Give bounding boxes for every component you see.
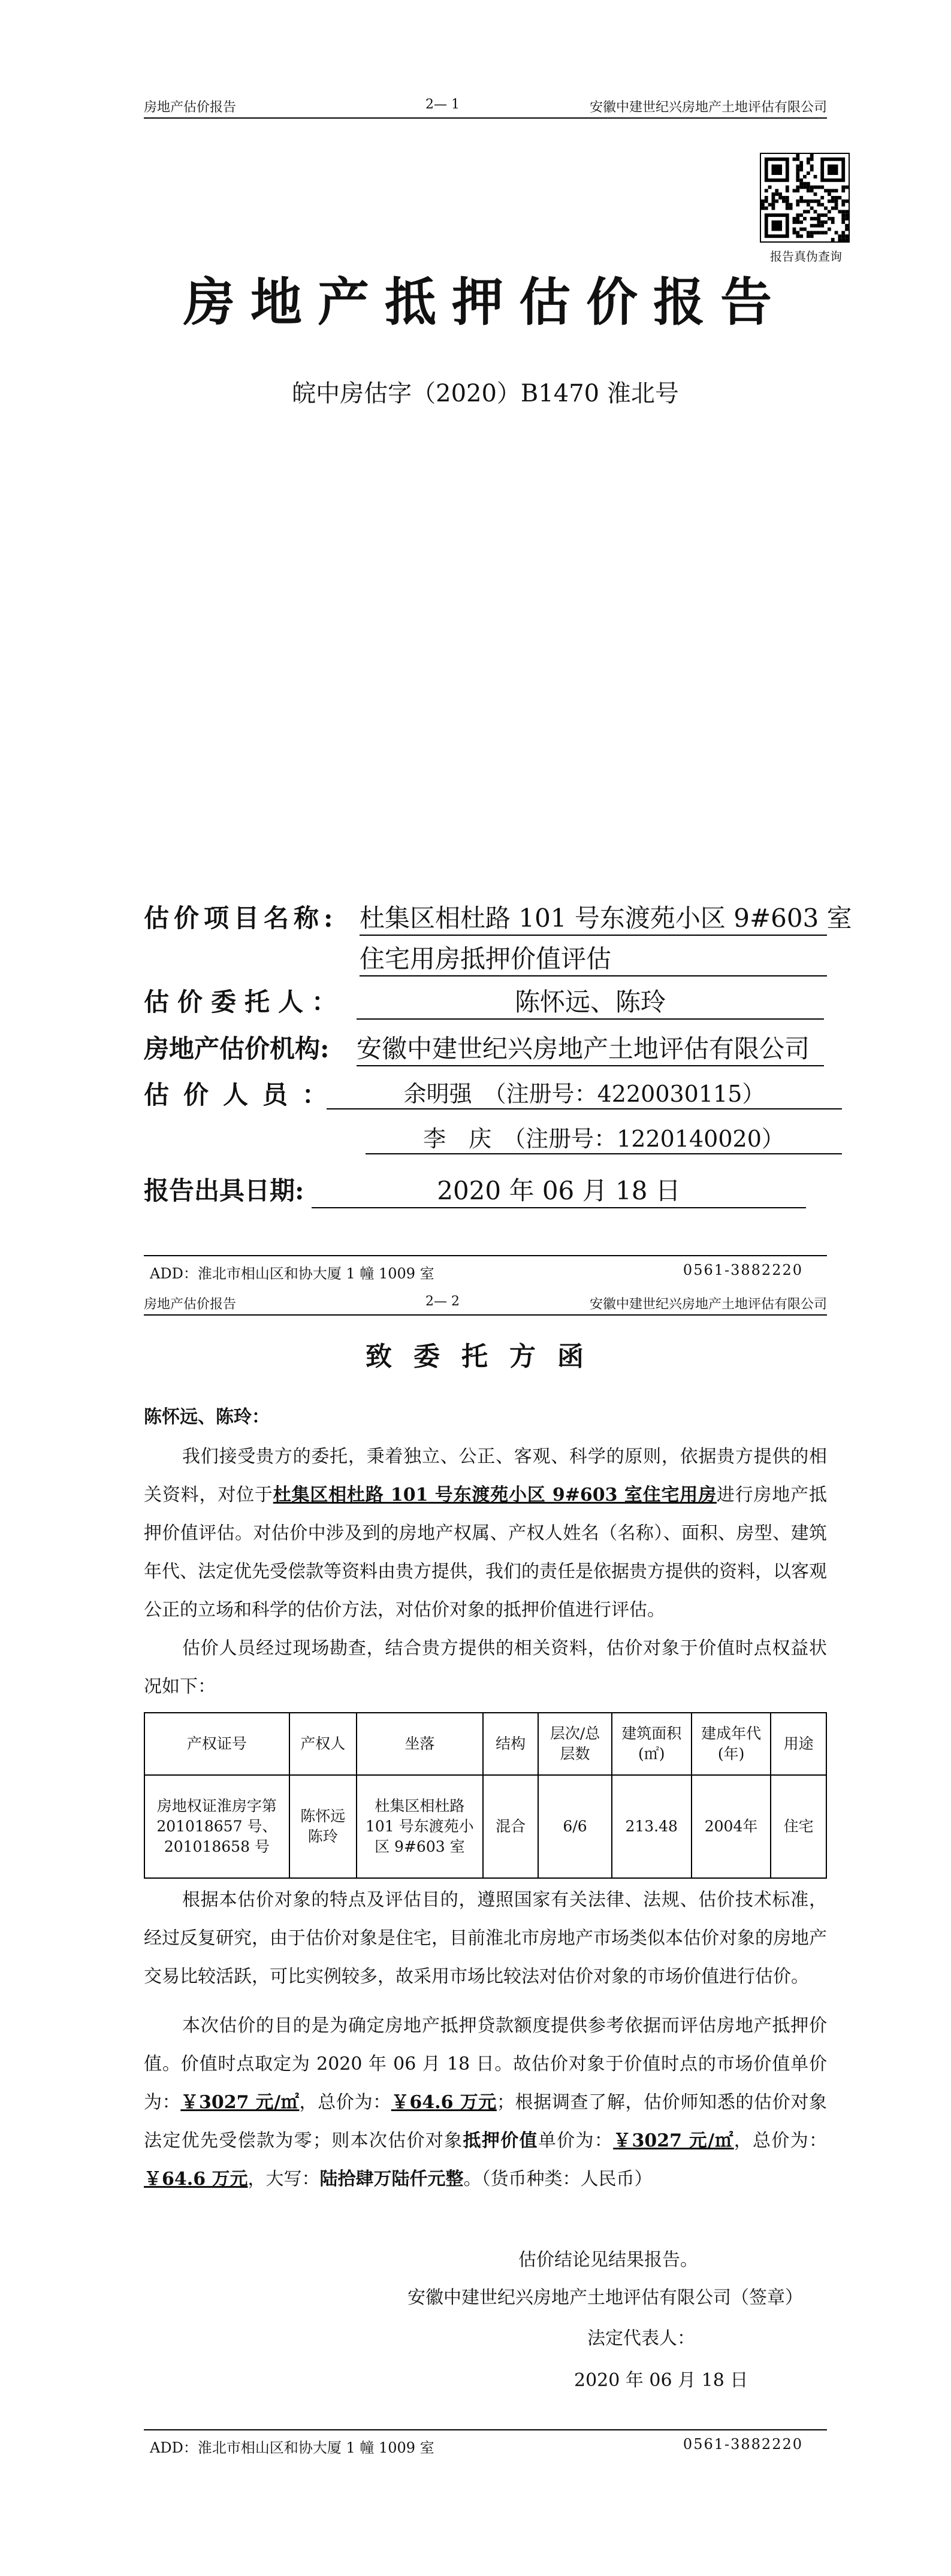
paragraph-2: 估价人员经过现场勘查，结合贵方提供的相关资料，估价对象于价值时点权益状况如下： bbox=[144, 1638, 827, 1697]
salutation: 陈怀远、陈玲： bbox=[144, 1407, 270, 1428]
p1-text-c: 进行房地产抵押价值评估。对估价中涉及到的房地产权属、产权人姓名（名称）、面积、房型、建筑年代、法定优先受偿款等资料由贵方提供，我们的责任是依据贵方提供的资料，以客观公正的立场和科学的估价方法，对估价对象的抵押价值进行评估。 bbox=[144, 1484, 827, 1620]
table-header-cell: 建筑面积(㎡) bbox=[612, 1713, 692, 1775]
paragraph-3: 根据本估价对象的特点及评估目的，遵照国家有关法律、法规、估价技术标准，经过反复研究，由于估价对象是住宅，目前淮北市房地产市场类似本估价对象的房地产交易比较活跃，可比实例较多，故采用市场比较法对估价对象的市场价值进行估价。 bbox=[144, 1889, 827, 1987]
table-cell-cert-no: 房地权证淮房字第 201018657 号、201018658 号 bbox=[144, 1775, 289, 1878]
table-cell-use: 住宅 bbox=[771, 1775, 826, 1878]
report-number: 皖中房估字（2020）B1470 淮北号 bbox=[292, 380, 679, 407]
letter-title: 致委托方函 bbox=[366, 1341, 605, 1372]
page-header bbox=[144, 1290, 827, 1316]
table-cell-floor: 6/6 bbox=[538, 1775, 611, 1878]
table-cell-area: 213.48 bbox=[612, 1775, 692, 1878]
field-date bbox=[0, 1171, 951, 1207]
appraiser-1: 余明强 （注册号：4220030115） bbox=[327, 1075, 842, 1109]
table-header-cell: 产权证号 bbox=[144, 1713, 289, 1775]
table-header-cell: 结构 bbox=[483, 1713, 539, 1775]
field-appraiser bbox=[0, 1075, 951, 1111]
page-header bbox=[144, 93, 827, 119]
header-left-text: 房地产估价报告 bbox=[144, 1297, 237, 1312]
table-cell-location: 杜集区相杜路 101 号东渡苑小区 9#603 室 bbox=[357, 1775, 483, 1878]
footer-address: ADD：淮北市相山区和协大厦 1 幢 1009 室 bbox=[150, 2439, 434, 2456]
signing-date: 2020 年 06 月 18 日 bbox=[574, 2370, 748, 2391]
date-label: 报告出具日期: bbox=[144, 1176, 304, 1205]
field-client bbox=[0, 982, 951, 1018]
table-header-cell: 用途 bbox=[771, 1713, 826, 1775]
appraiser-label: 估价人员： bbox=[144, 1080, 342, 1109]
p4-text-e: ，总价为： bbox=[733, 2130, 828, 2151]
footer-rule bbox=[144, 1255, 827, 1256]
table-cell-owner: 陈怀远 陈玲 bbox=[289, 1775, 357, 1878]
footer-rule bbox=[144, 2429, 827, 2430]
table-row bbox=[144, 1775, 826, 1878]
market-unit-price: ￥3027 元/㎡ bbox=[180, 2092, 300, 2113]
appraiser-2: 李 庆 （注册号：1220140020） bbox=[366, 1120, 842, 1154]
p1-property-address: 杜集区相杜路 101 号东渡苑小区 9#603 室住宅用房 bbox=[273, 1484, 717, 1505]
report-title: 房地产抵押估价报告 bbox=[183, 272, 787, 332]
mortgage-value-label: 抵押价值 bbox=[463, 2130, 538, 2151]
client-label: 估价委托人： bbox=[144, 987, 346, 1017]
table-header-cell: 层次/总层数 bbox=[538, 1713, 611, 1775]
header-company: 安徽中建世纪兴房地产土地评估有限公司 bbox=[589, 1297, 827, 1312]
footer-address: ADD：淮北市相山区和协大厦 1 幢 1009 室 bbox=[150, 1265, 434, 1282]
footer-phone: 0561-3882220 bbox=[683, 1262, 803, 1278]
header-company: 安徽中建世纪兴房地产土地评估有限公司 bbox=[589, 100, 827, 115]
field-appraiser-2 bbox=[0, 1120, 951, 1156]
conclusion-note: 估价结论见结果报告。 bbox=[518, 2250, 698, 2270]
signing-company: 安徽中建世纪兴房地产土地评估有限公司（签章） bbox=[407, 2287, 803, 2308]
p1-text-a: 我们接受贵方的委托，秉着独立、公正、客观、科学的原则，依据贵方提供的相关资料，对位于 bbox=[144, 1446, 827, 1505]
p4-text-a: 本次估价的目的是为确定房地产抵押贷款额度提供参考依据而评估房地产抵押价值。价值时点取定为 2020 年 06 月 18 日。故估价对象于价值时点的市场价值单价为： bbox=[144, 2015, 827, 2113]
date-value: 2020 年 06 月 18 日 bbox=[312, 1171, 806, 1208]
field-project bbox=[0, 899, 951, 935]
p4-text-d: 单价为： bbox=[538, 2130, 614, 2151]
agency-value: 安徽中建世纪兴房地产土地评估有限公司 bbox=[357, 1029, 824, 1066]
table-header-cell: 建成年代(年) bbox=[692, 1713, 771, 1775]
project-value-line1: 杜集区相杜路 101 号东渡苑小区 9#603 室 bbox=[360, 899, 827, 936]
page-footer bbox=[144, 1258, 827, 1282]
field-agency bbox=[0, 1029, 951, 1065]
project-label: 估价项目名称: bbox=[144, 903, 338, 933]
p4-text-c: ；根据调查了解，估价师知悉的估价对象法定优先受偿款为零；则本次估价对象 bbox=[144, 2092, 828, 2151]
table-cell-structure: 混合 bbox=[483, 1775, 539, 1878]
table-cell-year: 2004年 bbox=[692, 1775, 771, 1878]
table-header-cell: 产权人 bbox=[289, 1713, 357, 1775]
mortgage-total-price: ￥64.6 万元 bbox=[144, 2169, 248, 2190]
header-left-text: 房地产估价报告 bbox=[144, 100, 237, 115]
project-value-line2: 住宅用房抵押价值评估 bbox=[360, 939, 827, 976]
table-header-cell: 坐落 bbox=[357, 1713, 483, 1775]
field-project-cont bbox=[0, 939, 951, 975]
legal-representative: 法定代表人： bbox=[587, 2328, 695, 2349]
property-table bbox=[144, 1712, 827, 1879]
qr-code-icon[interactable] bbox=[760, 153, 850, 243]
qr-caption: 报告真伪查询 bbox=[770, 249, 842, 264]
market-total-price: ￥64.6 万元 bbox=[391, 2092, 497, 2113]
client-value: 陈怀远、陈玲 bbox=[357, 982, 824, 1020]
letter-page bbox=[0, 1288, 951, 2576]
p4-text-f: ，大写： bbox=[247, 2169, 320, 2190]
footer-phone: 0561-3882220 bbox=[683, 2436, 803, 2453]
mortgage-unit-price: ￥3027 元/㎡ bbox=[613, 2130, 734, 2151]
paragraph-4 bbox=[144, 2007, 827, 2199]
p4-text-b: ，总价为： bbox=[299, 2092, 391, 2113]
agency-label: 房地产估价机构: bbox=[144, 1034, 330, 1063]
header-page-number: 2— 1 bbox=[425, 97, 460, 112]
paragraph-1 bbox=[144, 1438, 827, 1629]
amount-in-words: 陆拾肆万陆仟元整 bbox=[319, 2169, 464, 2190]
table-header-row bbox=[144, 1713, 826, 1775]
p4-text-g: 。（货币种类：人民币） bbox=[463, 2169, 653, 2190]
page-footer bbox=[144, 2432, 827, 2456]
header-page-number: 2— 2 bbox=[425, 1294, 460, 1309]
